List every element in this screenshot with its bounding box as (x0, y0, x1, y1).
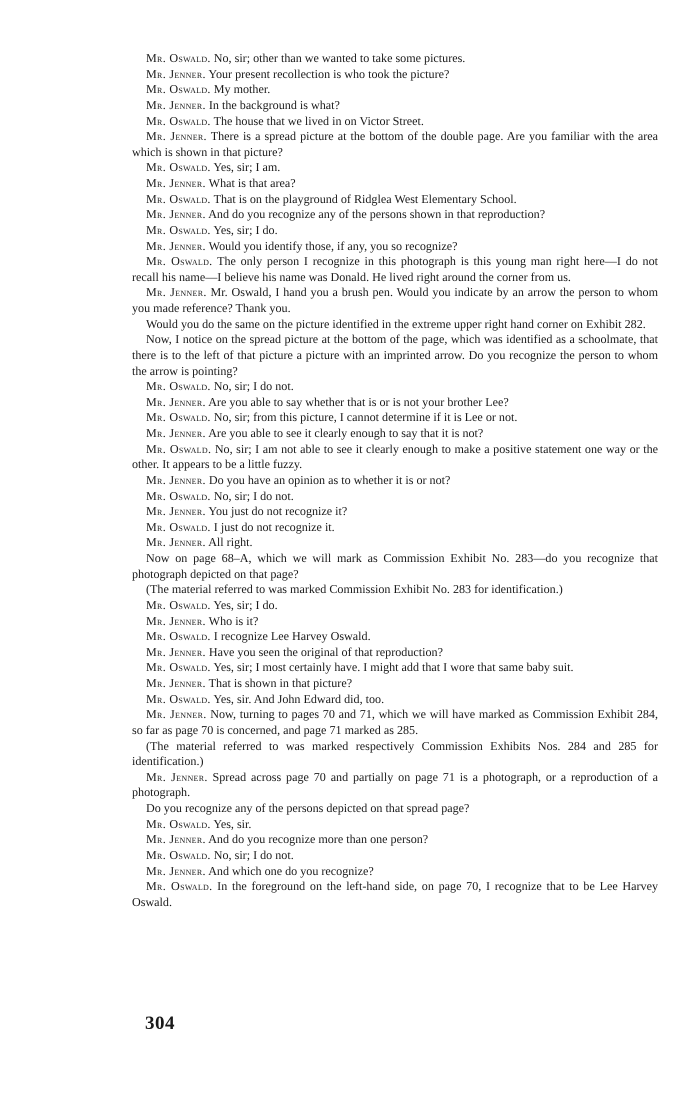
speaker-name: Mr. Jenner. (146, 504, 206, 519)
speaker-name: Mr. Jenner. (146, 535, 206, 550)
testimony-paragraph (132, 535, 658, 551)
testimony-paragraph (132, 629, 658, 645)
paragraph-text: Yes, sir; I do. (213, 597, 278, 612)
paragraph-text: That is shown in that picture? (208, 676, 353, 690)
testimony-paragraph (132, 879, 658, 910)
testimony-paragraph (132, 473, 658, 489)
testimony-paragraph (132, 176, 658, 192)
paragraph-text: All right. (208, 535, 253, 550)
paragraph-text: My mother. (213, 82, 271, 97)
testimony-paragraph (132, 67, 658, 83)
testimony-paragraph (132, 504, 658, 520)
testimony-paragraph (132, 676, 658, 692)
paragraph-text: You just do not recognize it? (208, 504, 348, 519)
testimony-paragraph (132, 817, 658, 833)
paragraph-text: And do you recognize any of the persons shown in that reproduction? (208, 207, 546, 222)
speaker-name: Mr. Oswald. (146, 879, 213, 894)
testimony-paragraph (132, 551, 658, 582)
testimony-paragraph (132, 82, 658, 98)
paragraph-text: And which one do you recognize? (208, 863, 374, 878)
paragraph-text: No, sir; other than we wanted to take some pictures. (213, 51, 466, 65)
testimony-paragraph (132, 426, 658, 442)
testimony-paragraph (132, 582, 658, 598)
paragraph-text: Have you seen the original of that reproduction? (208, 644, 443, 659)
paragraph-text: No, sir; I do not. (213, 847, 294, 862)
speaker-name: Mr. Oswald. (146, 82, 211, 97)
paragraph-text: In the foreground on the left-hand side, on page 70, I recognize that to be Lee Harvey Oswald. (132, 879, 658, 909)
testimony-paragraph (132, 739, 658, 770)
paragraph-text: Do you recognize any of the persons depicted on that spread page? (146, 801, 470, 815)
speaker-name: Mr. Jenner. (146, 97, 206, 112)
testimony-paragraph (132, 332, 658, 379)
testimony-text (132, 51, 658, 910)
paragraph-text: Would you do the same on the picture identified in the extreme upper right hand corner on Exhibit 282. (146, 316, 646, 331)
speaker-name: Mr. Jenner. (146, 707, 207, 722)
testimony-paragraph (132, 864, 658, 880)
speaker-name: Mr. Oswald. (146, 51, 211, 65)
paragraph-text: (The material referred to was marked respectively Commission Exhibits Nos. 284 and 285 for identification.) (132, 738, 658, 769)
testimony-paragraph (132, 442, 658, 473)
testimony-paragraph (132, 660, 658, 676)
paragraph-text: No, sir; I do not. (213, 488, 294, 503)
speaker-name: Mr. Oswald. (146, 191, 211, 206)
testimony-paragraph (132, 254, 658, 285)
paragraph-text: Now on page 68–A, which we will mark as Commission Exhibit No. 283—do you recognize that photograph depicted on that page? (132, 551, 658, 581)
paragraph-text: I just do not recognize it. (213, 519, 335, 534)
testimony-paragraph (132, 614, 658, 630)
speaker-name: Mr. Oswald. (146, 441, 212, 456)
speaker-name: Mr. Oswald. (146, 113, 211, 128)
paragraph-text: Mr. Oswald, I hand you a brush pen. Would you indicate by an arrow the person to whom you made reference? Thank you. (132, 285, 658, 315)
testimony-paragraph (132, 801, 658, 817)
testimony-paragraph (132, 192, 658, 208)
paragraph-text: (The material referred to was marked Commission Exhibit No. 283 for identification.) (146, 582, 563, 597)
speaker-name: Mr. Jenner. (146, 769, 208, 784)
paragraph-text: No, sir; from this picture, I cannot determine if it is Lee or not. (213, 410, 518, 425)
speaker-name: Mr. Oswald. (146, 488, 211, 503)
speaker-name: Mr. Jenner. (146, 613, 206, 628)
testimony-paragraph (132, 395, 658, 411)
paragraph-text: Now, I notice on the spread picture at the bottom of the page, which was identified as a schoolmate, that there is to the left of that picture a picture with an imprinted arrow. Do you recognize the person to whom the arrow is pointing? (132, 332, 658, 378)
paragraph-text: Yes, sir; I do. (213, 222, 278, 237)
speaker-name: Mr. Oswald. (146, 691, 211, 706)
speaker-name: Mr. Jenner. (146, 129, 207, 144)
speaker-name: Mr. Jenner. (146, 285, 207, 300)
paragraph-text: Your present recollection is who took the picture? (208, 66, 450, 81)
testimony-paragraph (132, 692, 658, 708)
speaker-name: Mr. Jenner. (146, 176, 206, 190)
testimony-paragraph (132, 520, 658, 536)
testimony-paragraph (132, 98, 658, 114)
paragraph-text: Now, turning to pages 70 and 71, which we will have marked as Commission Exhibit 284, so far as page 70 is concerned, and page 71 marked as 285. (132, 707, 658, 737)
speaker-name: Mr. Jenner. (146, 472, 206, 487)
speaker-name: Mr. Jenner. (146, 863, 206, 878)
speaker-name: Mr. Oswald. (146, 254, 213, 269)
speaker-name: Mr. Oswald. (146, 629, 211, 644)
paragraph-text: Who is it? (208, 613, 259, 628)
paragraph-text: Yes, sir. And John Edward did, too. (213, 691, 385, 706)
speaker-name: Mr. Jenner. (146, 238, 206, 253)
paragraph-text: Yes, sir; I most certainly have. I might add that I wore that same baby suit. (213, 660, 574, 675)
speaker-name: Mr. Oswald. (146, 847, 211, 862)
paragraph-text: The house that we lived in on Victor Street. (213, 113, 424, 128)
speaker-name: Mr. Oswald. (146, 597, 211, 612)
speaker-name: Mr. Jenner. (146, 394, 206, 409)
paragraph-text: That is on the playground of Ridglea West Elementary School. (213, 191, 517, 206)
speaker-name: Mr. Jenner. (146, 207, 206, 222)
paragraph-text: Would you identify those, if any, you so recognize? (208, 238, 458, 253)
speaker-name: Mr. Jenner. (146, 644, 206, 659)
testimony-paragraph (132, 598, 658, 614)
testimony-paragraph (132, 207, 658, 223)
testimony-paragraph (132, 832, 658, 848)
testimony-paragraph (132, 285, 658, 316)
speaker-name: Mr. Oswald. (146, 222, 211, 237)
paragraph-text: There is a spread picture at the bottom of the double page. Are you familiar with the area which is shown in that picture? (132, 129, 658, 159)
testimony-paragraph (132, 114, 658, 130)
paragraph-text: No, sir; I do not. (213, 379, 294, 394)
speaker-name: Mr. Jenner. (146, 676, 206, 690)
paragraph-text: Yes, sir. (213, 816, 252, 831)
speaker-name: Mr. Oswald. (146, 519, 211, 534)
paragraph-text: No, sir; I am not able to see it clearly enough to make a positive statement one way or the other. It appears to be a little fuzzy. (132, 441, 658, 472)
paragraph-text: Are you able to see it clearly enough to say that it is not? (208, 426, 484, 440)
page-number: 304 (145, 1013, 175, 1034)
paragraph-text: The only person I recognize in this photograph is this young man right here—I do not recall his name—I believe his name was Donald. He lived right around the corner from us. (132, 254, 659, 284)
testimony-paragraph (132, 379, 658, 395)
paragraph-text: I recognize Lee Harvey Oswald. (213, 629, 371, 644)
paragraph-text: And do you recognize more than one person? (208, 832, 429, 847)
speaker-name: Mr. Oswald. (146, 410, 211, 425)
testimony-paragraph (132, 848, 658, 864)
speaker-name: Mr. Oswald. (146, 379, 211, 394)
paragraph-text: In the background is what? (208, 97, 340, 112)
paragraph-text: Yes, sir; I am. (213, 160, 281, 175)
testimony-paragraph (132, 410, 658, 426)
testimony-paragraph (132, 770, 658, 801)
testimony-paragraph (132, 160, 658, 176)
speaker-name: Mr. Jenner. (146, 426, 206, 440)
testimony-paragraph (132, 129, 658, 160)
testimony-paragraph (132, 239, 658, 255)
testimony-paragraph (132, 707, 658, 738)
paragraph-text: Are you able to say whether that is or is not your brother Lee? (208, 394, 509, 409)
testimony-paragraph (132, 51, 658, 67)
speaker-name: Mr. Oswald. (146, 160, 211, 175)
speaker-name: Mr. Jenner. (146, 832, 206, 847)
testimony-paragraph (132, 645, 658, 661)
speaker-name: Mr. Oswald. (146, 816, 211, 831)
paragraph-text: What is that area? (208, 176, 296, 190)
paragraph-text: Do you have an opinion as to whether it is or not? (208, 472, 451, 487)
testimony-paragraph (132, 317, 658, 333)
speaker-name: Mr. Jenner. (146, 66, 206, 81)
testimony-paragraph (132, 489, 658, 505)
testimony-paragraph (132, 223, 658, 239)
speaker-name: Mr. Oswald. (146, 660, 211, 675)
paragraph-text: Spread across page 70 and partially on page 71 is a photograph, or a reproduction of a photograph. (132, 769, 658, 800)
